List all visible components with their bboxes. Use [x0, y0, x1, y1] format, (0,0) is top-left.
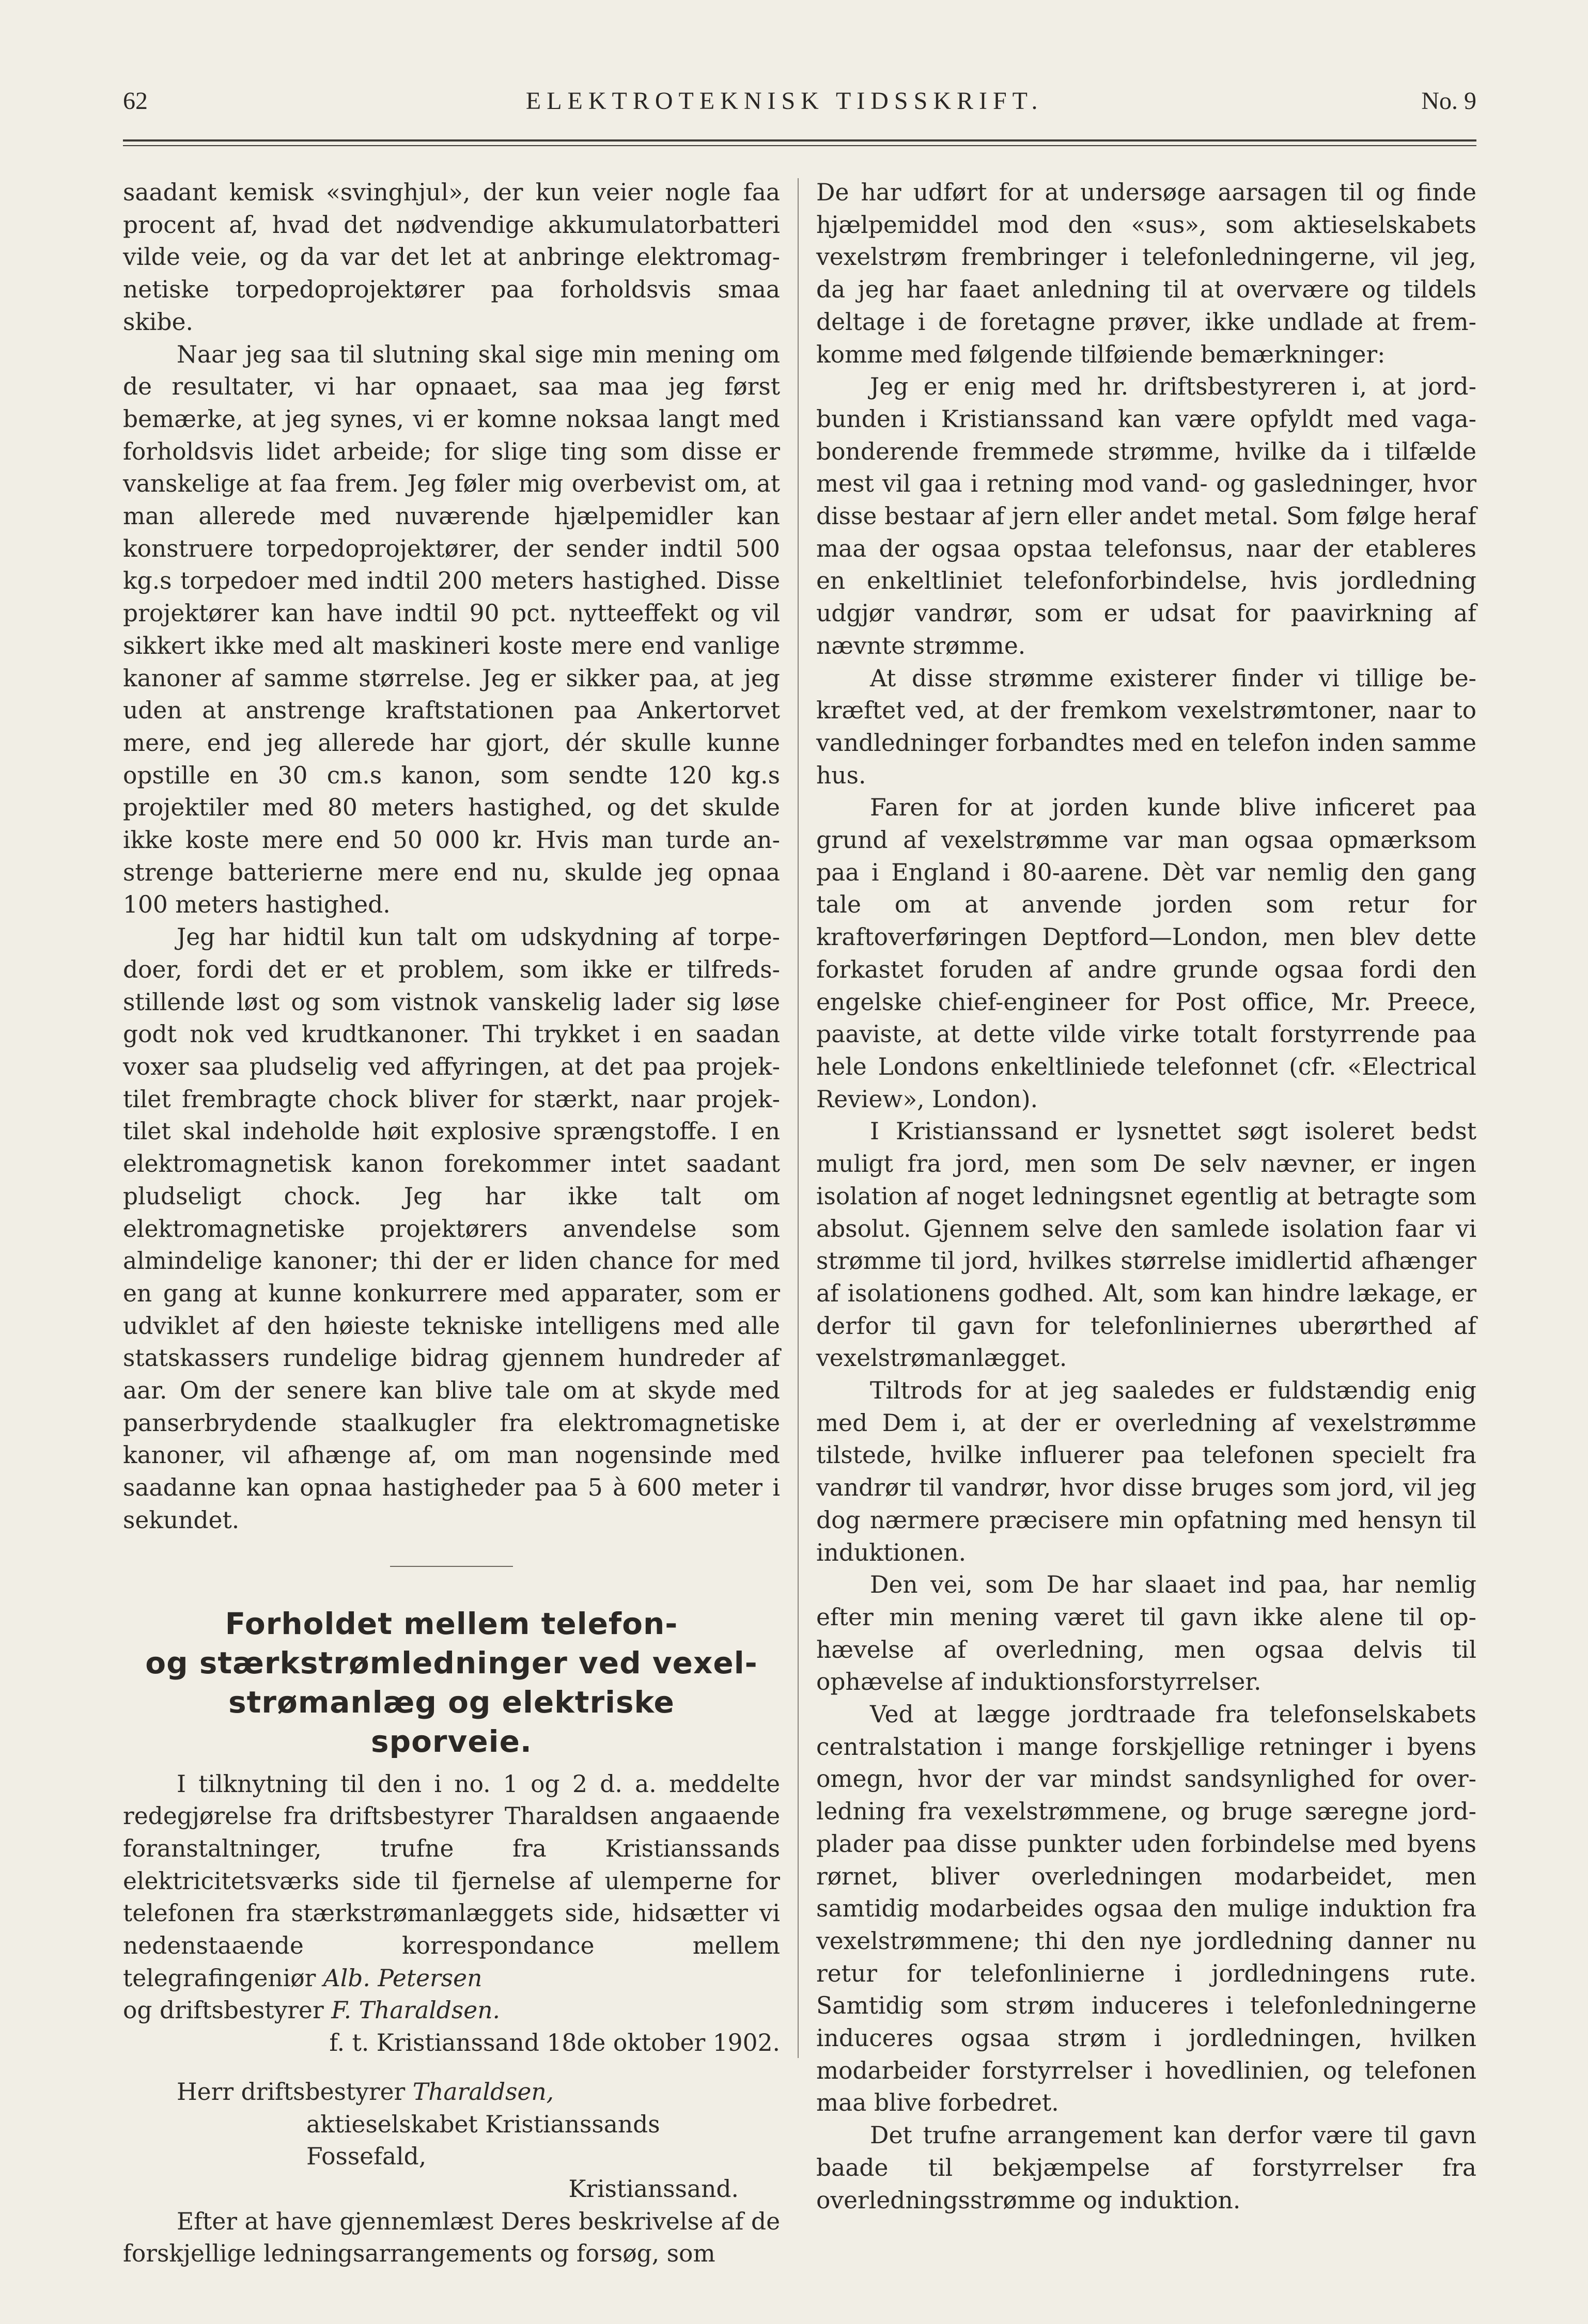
left-column	[123, 177, 780, 2270]
column-divider	[798, 178, 799, 2058]
paragraph: Naar jeg saa til slutning skal sige min mening om de resultater, vi har opnaaet, saa maa jeg først bemærke, at jeg synes, vi er komne noksaa langt med forholdsvis lidet arbeide; for slige ting som disse er vanskelige at faa frem. Jeg føler mig overbevist om, at man allerede med nuværende hjælpemidler kan konstruere torpedoprojektører, der sender indtil 500 kg.s torpedoer med indtil 200 meters hastighed. Disse projektører kan have indtil 90 pct. nytteeffekt og vil sikkert ikke med alt maskineri koste mere end vanlige kanoner af samme størrelse. Jeg er sikker paa, at jeg uden at anstrenge kraftstationen paa Ankertorvet mere, end jeg allerede har gjort, dér skulle kunne opstille en 30 cm.s kanon, som sendte 120 kg.s projektiler med 80 meters hastighed, og det skulde ikke koste mere end 50 000 kr. Hvis man turde anstrenge batterierne mere end nu, skulde jeg opnaa 100 meters hastighed.	[123, 340, 780, 919]
paragraph: Faren for at jorden kunde blive inficeret paa grund af vexelstrømme var man ogsaa opmærksom paa i England i 80-aarene. Dèt var nemlig den gang tale om at anvende jorden som retur for kraftoverføringen Deptford—London, men blev dette forkastet foruden af andre grunde ogsaa fordi den engelske chief-engineer for Post office, Mr. Preece, paaviste, at dette vilde virke totalt forstyrrende paa hele Londons enkeltliniede telefonnet (cfr. «Electrical Review», London).	[816, 794, 1476, 1113]
address-line	[123, 2076, 780, 2109]
header-rule	[123, 139, 1476, 142]
address-line: aktieselskabet Kristianssands Fossefald,	[306, 2110, 660, 2171]
paragraph: Jeg har hidtil kun talt om udskydning af torpedoer, fordi det er et problem, som ikke er tilfredsstillende løst og som vistnok vanskelig lader sig løse godt nok ved krudtkanoner. Thi trykket i en saadan voxer saa pludselig ved affyringen, at det paa projektilet frembragte chock bliver for stærkt, naar projektilet skal indeholde høit explosive sprængstoffe. I en elektromagnetisk kanon forekommer intet saadant pludseligt chock. Jeg har ikke talt om elektromagnetiske projektørers anvendelse som almindelige kanoner; thi der er liden chance for med en gang at kunne konkurrere med apparater, som er udviklet af den høieste tekniske intelligens med alle statskassers rundelige bidrag gjennem hundreder af aar. Om der senere kan blive tale om at skyde med panserbrydende staalkugler fra elektromagnetiske kanoner, vil afhænge af, om man nogensinde med saadanne kan opnaa hastigheder paa 5 à 600 meter i sekundet.	[123, 923, 780, 1534]
article-heading	[123, 1604, 780, 1761]
address-line: Kristianssand.	[568, 2175, 739, 2203]
heading-line: og stærkstrømledninger ved vexel-	[145, 1645, 758, 1681]
paragraph: At disse strømme existerer finder vi tillige bekræftet ved, at der fremkom vexelstrømtoner, naar to vandledninger forbandtes med en telefon inden samme hus.	[816, 664, 1476, 789]
right-column	[816, 177, 1476, 2217]
address-prefix: Herr driftsbestyrer	[177, 2078, 406, 2106]
intro-paragraph	[123, 1768, 780, 2028]
paragraph: I Kristianssand er lysnettet søgt isoleret bedst muligt fra jord, men som De selv nævner, er ingen isolation af noget ledningsnet egentlig at betragte som absolut. Gjennem selve den samlede isolation faar vi strømme til jord, hvilkes størrelse imidlertid afhænger af isolationens godhed. Alt, som kan hindre lækage, er derfor til gavn for telefonliniernes uberørthed af vexelstrømanlægget.	[816, 1118, 1476, 1372]
letter-dateline: f. t. Kristianssand 18de oktober 1902.	[329, 2029, 780, 2057]
paragraph: Det trufne arrangement kan derfor være til gavn baade til bekjæmpelse af forstyrrelser fra overledningsstrømme og induktion.	[816, 2122, 1476, 2214]
paragraph: saadant kemisk «svinghjul», der kun veier nogle faa procent af, hvad det nødvendige akkumulatorbatteri vilde veie, og da var det let at anbringe elektromagnetiske torpedoprojektører paa forholdsvis smaa skibe.	[123, 179, 780, 336]
section-divider	[390, 1566, 513, 1567]
paragraph: De har udført for at undersøge aarsagen til og finde hjælpemiddel mod den «sus», som aktieselskabets vexelstrøm frembringer i telefonledningerne, vil jeg, da jeg har faaet anledning til at overvære og tildels deltage i de foretagne prøver, ikke undlade at fremkomme med følgende tilføiende bemærkninger:	[816, 179, 1476, 368]
paragraph: Jeg er enig med hr. driftsbestyreren i, at jordbunden i Kristianssand kan være opfyldt med vagabonderende fremmede strømme, hvilke da i tilfælde mest vil gaa i retning mod vand- og gasledninger, hvor disse bestaar af jern eller andet metal. Som følge heraf maa der ogsaa opstaa telefonsus, naar der etableres en enkeltliniet telefonforbindelse, hvis jordledning udgjør vandrør, som er udsat for paavirkning af nævnte strømme.	[816, 373, 1476, 659]
issue-number: No. 9	[1421, 87, 1476, 115]
paragraph: Efter at have gjennemlæst Deres beskrivelse af de forskjellige ledningsarrangements og forsøg, som	[123, 2207, 780, 2268]
running-header	[123, 87, 1476, 128]
intro-text: I tilknytning til den i no. 1 og 2 d. a. meddelte redegjørelse fra driftsbestyrer Tharaldsen angaaende foranstaltninger, trufne fra Kristianssands elektricitetsværks side til fjernelse af ulemperne for telefonen fra stærkstrømanlæggets side, hidsætter vi nedenstaaende korrespondance mellem telegrafingeniør	[123, 1770, 780, 1992]
intro-name-tharaldsen: F. Tharaldsen.	[331, 1997, 500, 2024]
header-rule-thin	[123, 145, 1476, 146]
address-name: Tharaldsen,	[412, 2078, 554, 2106]
heading-line: Forholdet mellem telefon-	[225, 1606, 678, 1641]
paragraph: Den vei, som De har slaaet ind paa, har nemlig efter min mening været til gavn ikke alene til ophævelse af overledning, men ogsaa delvis til ophævelse af induktionsforstyrrelser.	[816, 1571, 1476, 1696]
page-number: 62	[123, 87, 148, 115]
intro-and: og driftsbestyrer	[123, 1997, 324, 2024]
heading-line: strømanlæg og elektriske	[228, 1684, 675, 1720]
paragraph: Ved at lægge jordtraade fra telefonselskabets centralstation i mange forskjellige retninger i byens omegn, hvor der var mindst sandsynlighed for overledning fra vexelstrømmene, og bruge særegne jordplader paa disse punkter uden forbindelse med byens rørnet, bliver overledningen modarbeidet, men samtidig modarbeides ogsaa den mulige induktion fra vexelstrømmene; thi den nye jordledning danner nu retur for telefonlinierne i jordledningens rute. Samtidig som strøm induceres i telefonledningerne induceres ogsaa strøm i jordledningen, hvilken modarbeider forstyrrelser i hovedlinien, og telefonen maa blive forbedret.	[816, 1701, 1476, 2117]
letter-address	[123, 2076, 780, 2206]
heading-line: sporveie.	[371, 1723, 532, 1759]
journal-title: ELEKTROTEKNISK TIDSSKRIFT.	[525, 87, 1044, 115]
intro-name-petersen: Alb. Petersen	[323, 1964, 482, 1992]
paragraph: Tiltrods for at jeg saaledes er fuldstændig enig med Dem i, at der er overledning af vexelstrømme tilstede, hvilke influerer paa telefonen specielt fra vandrør til vandrør, hvor disse bruges som jord, vil jeg dog nærmere præcisere min opfatning med hensyn til induktionen.	[816, 1377, 1476, 1566]
